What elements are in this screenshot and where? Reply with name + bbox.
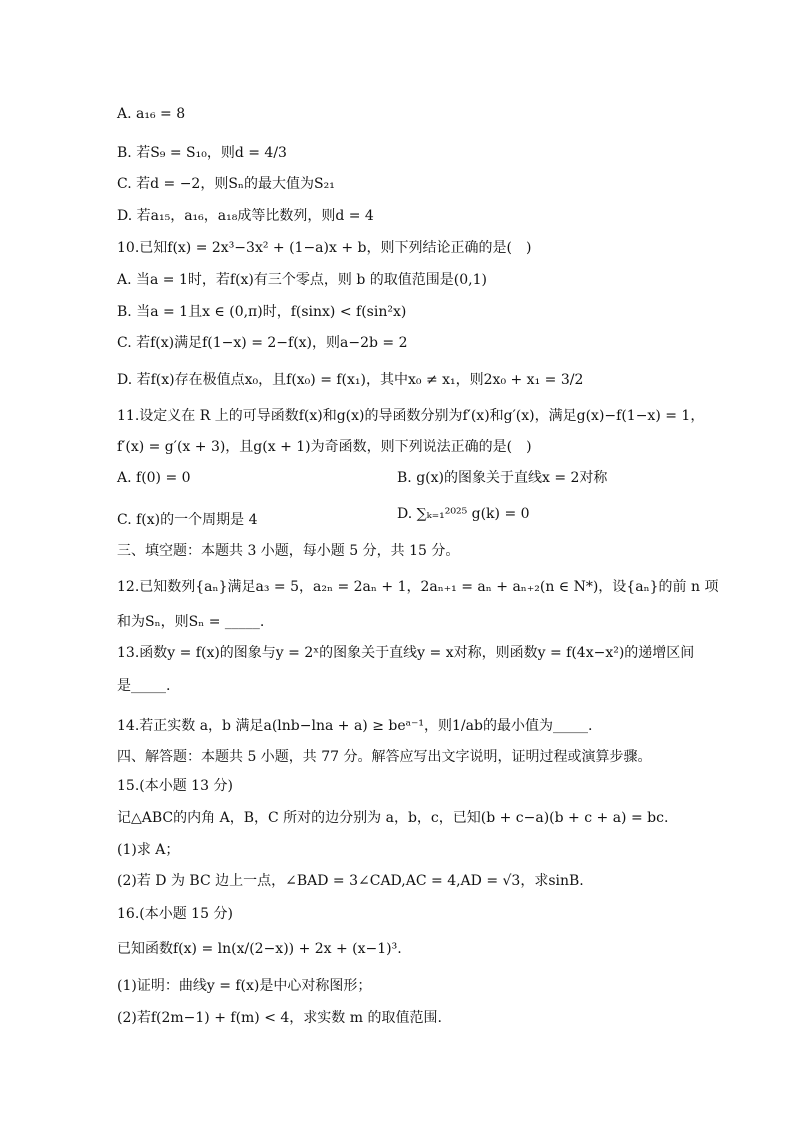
q9-option-b: B. 若S₉ = S₁₀，则d = 4/3 xyxy=(117,145,287,161)
q11-stem-line2: f′(x) = g′(x + 3)，且g(x + 1)为奇函数，则下列说法正确的是( ) xyxy=(117,439,532,455)
q16-stem: 已知函数f(x) = ln(x/(2−x)) + 2x + (x−1)³. xyxy=(117,941,402,957)
q16-part2: (2)若f(2m−1) + f(m) < 4，求实数 m 的取值范围. xyxy=(117,1010,442,1026)
q11-option-c: C. f(x)的一个周期是 4 xyxy=(117,512,258,528)
section-solutions-heading: 四、解答题：本题共 5 小题，共 77 分。解答应写出文字说明，证明过程或演算步骤。 xyxy=(117,749,652,765)
q10-option-a: A. 当a = 1时，若f(x)有三个零点，则 b 的取值范围是(0,1) xyxy=(117,272,487,288)
q12-line1: 12.已知数列{aₙ}满足a₃ = 5，a₂ₙ = 2aₙ + 1，2aₙ₊₁ = aₙ + aₙ₊₂(n ∈ N*)，设{aₙ}的前 n 项 xyxy=(117,579,719,595)
q10-stem: 10.已知f(x) = 2x³−3x² + (1−a)x + b，则下列结论正确的是( ) xyxy=(117,240,532,256)
q16-part1: (1)证明：曲线y = f(x)是中心对称图形； xyxy=(117,978,372,994)
q9-option-c: C. 若d = −2，则Sₙ的最大值为S₂₁ xyxy=(117,176,335,192)
q9-option-d: D. 若a₁₅，a₁₆，a₁₈成等比数列，则d = 4 xyxy=(117,208,374,224)
q11-option-b: B. g(x)的图象关于直线x = 2对称 xyxy=(397,470,608,486)
q11-stem-line1: 11.设定义在 R 上的可导函数f(x)和g(x)的导函数分别为f′(x)和g′(x)，满足g(x)−f(1−x) = 1， xyxy=(117,408,705,424)
q11-option-d: D. ∑ₖ₌₁²⁰²⁵ g(k) = 0 xyxy=(397,506,530,522)
q10-option-c: C. 若f(x)满足f(1−x) = 2−f(x)，则a−2b = 2 xyxy=(117,335,408,351)
q9-option-a: A. a₁₆ = 8 xyxy=(117,106,186,122)
q13-line1: 13.函数y = f(x)的图象与y = 2ˣ的图象关于直线y = x对称，则函数y = f(4x−x²)的递增区间 xyxy=(117,645,695,661)
section-fill-in-heading: 三、填空题：本题共 3 小题，每小题 5 分，共 15 分。 xyxy=(117,543,460,559)
q16-heading: 16.(本小题 15 分) xyxy=(117,906,233,922)
q15-part1: (1)求 A； xyxy=(117,842,180,858)
q13-line2: 是_____. xyxy=(117,678,171,694)
q14: 14.若正实数 a，b 满足a(lnb−lna + a) ≥ beᵃ⁻¹，则1/ab的最小值为_____. xyxy=(117,718,593,734)
q15-part2: (2)若 D 为 BC 边上一点，∠BAD = 3∠CAD,AC = 4,AD = √3，求sinB. xyxy=(117,873,584,889)
q10-option-d: D. 若f(x)存在极值点x₀，且f(x₀) = f(x₁)，其中x₀ ≠ x₁，则2x₀ + x₁ = 3/2 xyxy=(117,372,584,388)
q12-line2: 和为Sₙ，则Sₙ = _____. xyxy=(117,614,265,630)
q10-option-b: B. 当a = 1且x ∈ (0,π)时，f(sinx) < f(sin²x) xyxy=(117,304,407,320)
q15-stem: 记△ABC的内角 A，B，C 所对的边分别为 a，b，c，已知(b + c−a)(b + c + a) = bc. xyxy=(117,810,669,826)
q15-heading: 15.(本小题 13 分) xyxy=(117,778,233,794)
q11-option-a: A. f(0) = 0 xyxy=(117,470,191,486)
